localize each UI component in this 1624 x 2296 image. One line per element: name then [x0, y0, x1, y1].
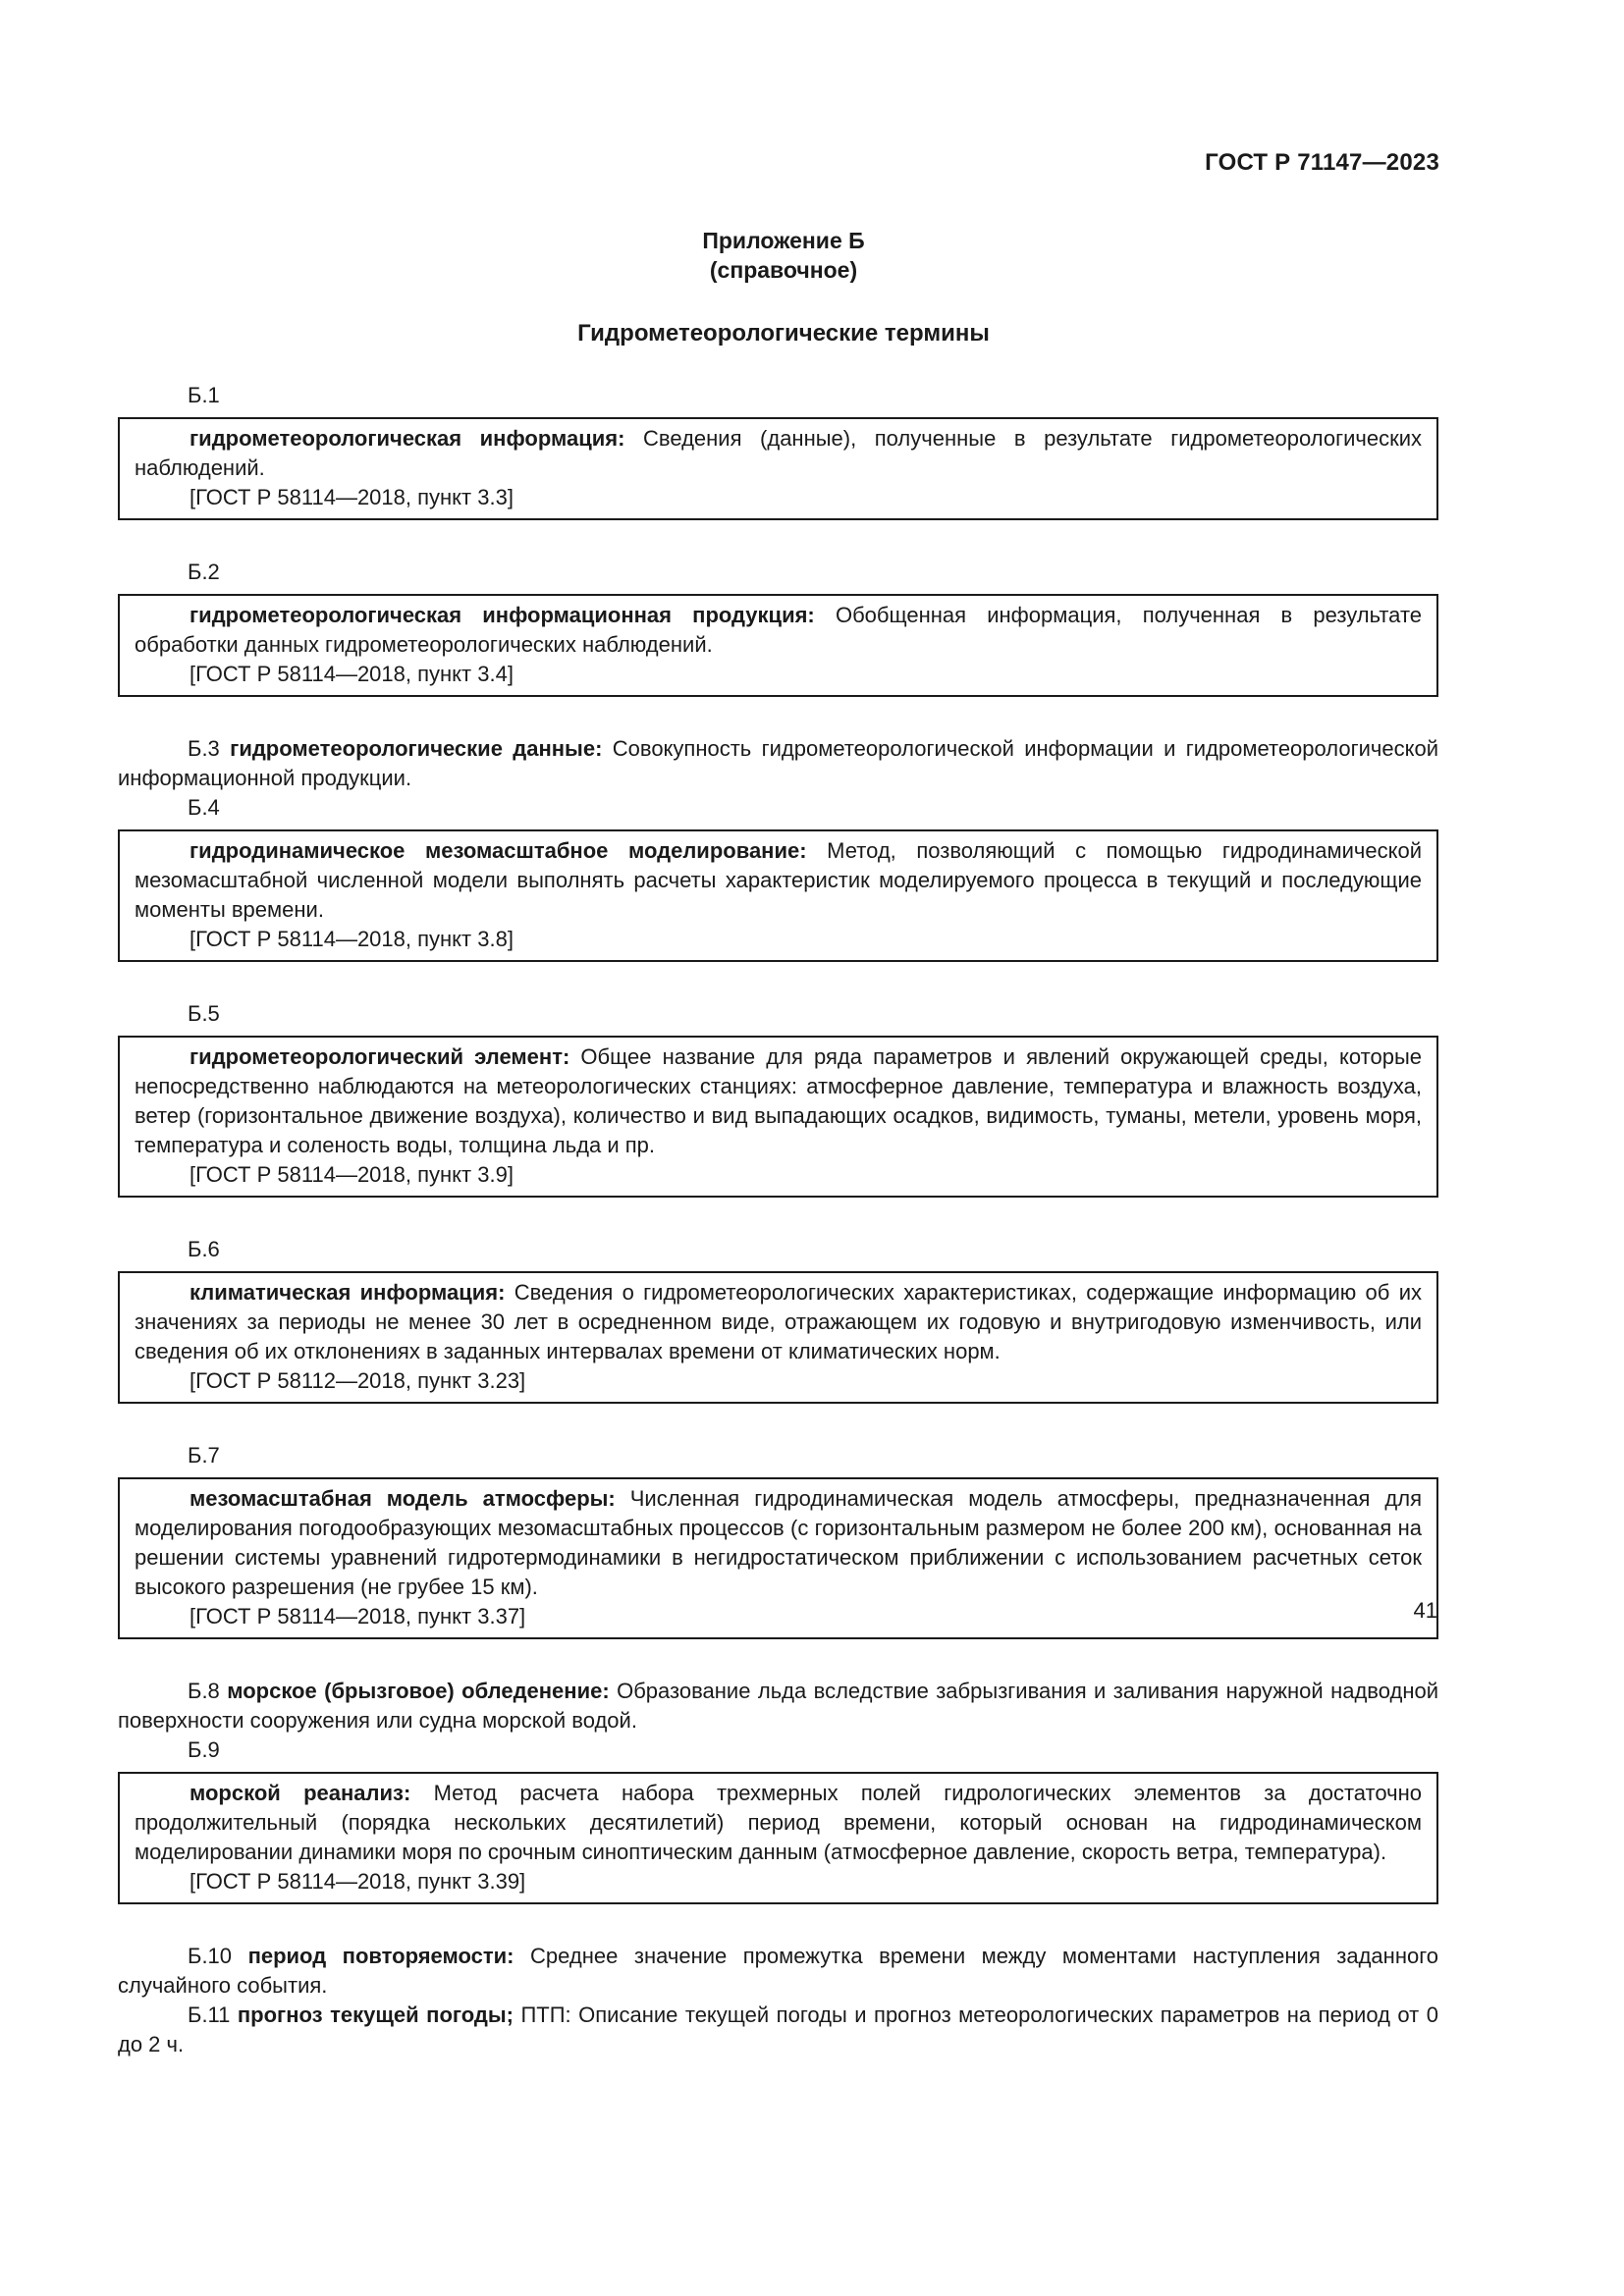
term-source: [ГОСТ Р 58114—2018, пункт 3.8]: [189, 927, 514, 951]
document-code: ГОСТ Р 71147—2023: [1205, 149, 1439, 176]
term-box: [118, 417, 1438, 520]
entry-number: Б.11: [188, 2002, 231, 2027]
term-definition: [135, 1278, 1422, 1366]
definition-text: Сведения о гидрометеорологических характеристиках, содержащие информацию об их значениях за периоды не менее 30 лет в осредненном виде, отражающем их годовую и внутригодовую изменчивость, или сведения об их отклонениях в заданных интервалах времени от климатических норм.: [135, 1280, 1422, 1363]
term-box: [118, 1036, 1438, 1198]
definition-text: Обобщенная информация, полученная в результате обработки данных гидрометеорологических наблюдений.: [135, 603, 1423, 657]
term-box: [118, 594, 1438, 697]
definition-text: Метод, позволяющий с помощью гидродинамической мезомасштабной численной модели выполнять расчеты характеристик моделируемого процесса в текущий и последующие моменты времени.: [135, 838, 1423, 922]
definition-text: Образование льда вследствие забрызгивания и заливания наружной надводной поверхности сооружения или судна морской водой.: [118, 1679, 1438, 1733]
terms-list: [118, 381, 1438, 2059]
term-source: [ГОСТ Р 58112—2018, пункт 3.23]: [189, 1368, 526, 1393]
term-source: [ГОСТ Р 58114—2018, пункт 3.37]: [189, 1604, 526, 1629]
inline-term-entry: [118, 2001, 1438, 2059]
term-name: морское (брызговое) обледенение:: [227, 1679, 610, 1703]
annex-subtitle: (справочное): [709, 257, 858, 283]
term-definition: [118, 2001, 1438, 2059]
term-source: [ГОСТ Р 58114—2018, пункт 3.4]: [189, 662, 514, 686]
term-definition: [135, 1484, 1422, 1602]
term-name: период повторяемости:: [247, 1944, 514, 1968]
definition-text: ПТП: Описание текущей погоды и прогноз метеорологических параметров на период от 0 до 2 ч.: [118, 2002, 1438, 2056]
term-definition: [135, 1042, 1422, 1160]
term-name: гидрометеорологический элемент:: [189, 1044, 570, 1069]
page-number: 41: [1413, 1598, 1437, 1623]
term-name: морской реанализ:: [189, 1781, 411, 1805]
term-definition: [135, 601, 1422, 660]
term-source: [ГОСТ Р 58114—2018, пункт 3.39]: [189, 1869, 526, 1894]
entry-number: Б.6: [188, 1237, 220, 1261]
term-definition: [118, 1942, 1438, 2001]
term-definition: [135, 836, 1422, 925]
entry-number: Б.4: [188, 795, 220, 820]
term-box: [118, 1477, 1438, 1639]
term-definition: [135, 1779, 1422, 1867]
term-name: гидрометеорологическая информация:: [189, 426, 625, 451]
entry-number: Б.9: [188, 1737, 220, 1762]
definition-text: Сведения (данные), полученные в результате гидрометеорологических наблюдений.: [135, 426, 1422, 480]
definition-text: Численная гидродинамическая модель атмосферы, предназначенная для моделирования погодообразующих мезомасштабных процессов (с горизонтальным размером не более 200 км), основанная на решении системы уравнений гидротермодинамики в негидростатическом приближении с использованием расчетных сеток высокого разрешения (не грубее 15 км).: [135, 1486, 1422, 1599]
annex-heading: [0, 226, 1567, 285]
entry-number: Б.10: [188, 1944, 233, 1968]
entry-number: Б.3: [188, 736, 220, 761]
entry-number: Б.1: [188, 383, 220, 407]
term-box: [118, 1772, 1438, 1904]
annex-title: Приложение Б: [702, 228, 865, 253]
term-source: [ГОСТ Р 58114—2018, пункт 3.9]: [189, 1162, 514, 1187]
term-box: [118, 829, 1438, 962]
section-title: Гидрометеорологические термины: [577, 320, 990, 347]
term-name: гидрометеорологические данные:: [230, 736, 603, 761]
term-definition: [118, 1677, 1438, 1735]
definition-text: Совокупность гидрометеорологической информации и гидрометеорологической информационной продукции.: [118, 736, 1439, 790]
definition-text: Среднее значение промежутка времени между моментами наступления заданного случайного события.: [118, 1944, 1438, 1998]
term-box: [118, 1271, 1438, 1404]
inline-term-entry: [118, 1942, 1438, 2001]
term-source: [ГОСТ Р 58114—2018, пункт 3.3]: [189, 485, 514, 509]
inline-term-entry: [118, 734, 1438, 793]
term-name: гидрометеорологическая информационная продукция:: [189, 603, 815, 627]
entry-number: Б.5: [188, 1001, 220, 1026]
entry-number: Б.7: [188, 1443, 220, 1468]
term-name: прогноз текущей погоды;: [237, 2002, 514, 2027]
definition-text: Метод расчета набора трехмерных полей гидрологических элементов за достаточно продолжительный (порядка нескольких десятилетий) период времени, который основан на гидродинамическом моделировании динамики моря по срочным синоптическим данным (атмосферное давление, скорость ветра, температура).: [135, 1781, 1422, 1864]
definition-text: Общее название для ряда параметров и явлений окружающей среды, которые непосредственно наблюдаются на метеорологических станциях: атмосферное давление, температура и влажность воздуха, ветер (горизонтальное движение воздуха), количество и вид выпадающих осадков, видимость, туманы, метели, уровень моря, температура и соленость воды, толщина льда и пр.: [135, 1044, 1422, 1157]
entry-number: Б.8: [188, 1679, 220, 1703]
term-name: климатическая информация:: [189, 1280, 506, 1305]
inline-term-entry: [118, 1677, 1438, 1735]
term-definition: [135, 424, 1422, 483]
term-definition: [118, 734, 1438, 793]
entry-number: Б.2: [188, 560, 220, 584]
term-name: мезомасштабная модель атмосферы:: [189, 1486, 616, 1511]
term-name: гидродинамическое мезомасштабное моделирование:: [189, 838, 807, 863]
